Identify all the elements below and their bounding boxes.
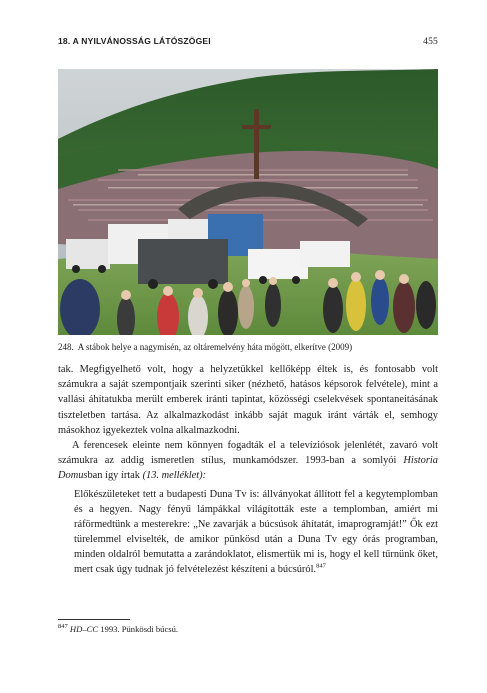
footnote-number: 847 [58, 623, 68, 631]
appendix-reference: (13. melléklet): [142, 470, 207, 482]
page-number: 455 [423, 37, 438, 47]
chapter-title: 18. A NYILVÁNOSSÁG LÁTÓSZÖGEI [58, 36, 211, 46]
quote-text: Előkészületeket tett a budapesti Duna Tv is: állványokat állított fel a kegytemplomban és a hegyen. Nagy fényű lámpákkal világították este a templomban, amiért mi ráförmedtünk a mesterekre: „Ne zavarják a búcsúsok áhítatát, imaprogramját!” Ők ezt türelemmel elviselték, de amikor pünkösd után a Duna Tv egy órás programban, minden oldalról bemutatta a zarándoklatot, elismertük mi is, hogy el kell tűrnünk őket, mert csak úgy tudnak jó felvételezést készíteni a búcsúról. [74, 489, 438, 576]
footnote-source: HD–CC [69, 624, 99, 634]
paragraph-2 [58, 438, 438, 484]
paragraph-2-text-middle: ban így írtak [87, 470, 143, 482]
figure-caption [58, 342, 438, 353]
photo-mass-crowd [58, 69, 438, 335]
figure-number: 248. [58, 342, 74, 352]
footnote-reference[interactable]: 847 [316, 563, 326, 570]
footnote-text: 1993. Pünkösdi búcsú. [98, 624, 179, 634]
footnote-divider [58, 619, 130, 620]
running-header [58, 36, 438, 47]
figure-caption-text: A stábok helye a nagymisén, az oltáremelvény háta mögött, elkerítve (2009) [77, 342, 353, 352]
paragraph-1: tak. Megfigyelhető volt, hogy a helyzetükkel kellőképp éltek is, és fontosabb volt számukra a saját szempontjaik szerinti siker (nézhető, hatásos képsorok felvétele), mint a vallási áhítatukba merült emberek iránti tapintat, közösségi cselekvések spontaneitásának tiszteletben tartása. Az alkalmazkodást inkább saját maguk iránt várták el, semhogy másokhoz igyekeztek volna alkalmazkodni. [58, 364, 438, 436]
paragraph-2-text-start: A ferencesek eleinte nem könnyen fogadták el a televíziósok jelenlétét, zavaró volt számukra az addig ismeretlen stílus, munkamódszer. 1993-ban a somlyói [58, 440, 438, 467]
block-quote [74, 487, 438, 578]
footnote [58, 624, 438, 635]
body-text [58, 362, 438, 484]
historia-domus-title: Historia Domus [58, 455, 438, 482]
